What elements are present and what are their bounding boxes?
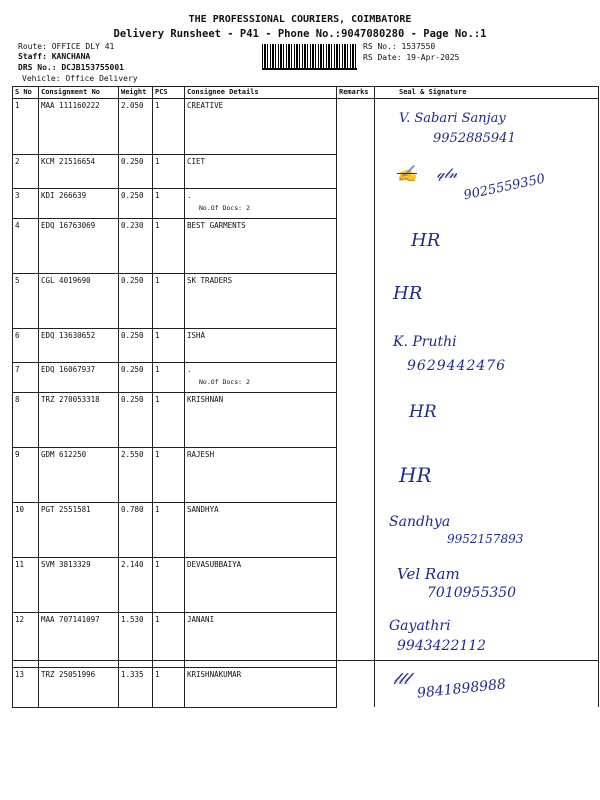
table-row [13, 218, 599, 273]
signature-mark: 𝓆𝓁𝓃 [437, 166, 458, 182]
signature-phone: 7010955350 [427, 585, 517, 601]
cell-remarks [337, 502, 375, 557]
cell-pcs: 1 [153, 188, 185, 218]
cell-remarks [337, 392, 375, 447]
cell-weight: 0.250 [119, 188, 153, 218]
cell-consignment: MAA 111160222 [39, 99, 119, 155]
cell-weight: 0.250 [119, 392, 153, 447]
cell-signature [375, 502, 599, 557]
signature-text: K. Pruthi [393, 334, 457, 350]
cell-weight: 1.335 [119, 667, 153, 707]
signature-phone: 9952157893 [447, 532, 524, 546]
cell-weight: 0.250 [119, 362, 153, 392]
cell-sno: 8 [13, 392, 39, 447]
cell-consignee: SANDHYA [185, 502, 337, 557]
col-consignee: Consignee Details [185, 87, 337, 99]
company-title: THE PROFESSIONAL COURIERS, COIMBATORE [188, 14, 412, 25]
col-remarks: Remarks [337, 87, 375, 99]
cell-consignment: EDQ 13630652 [39, 328, 119, 362]
cell-sno: 9 [13, 447, 39, 502]
cell-signature [375, 612, 599, 667]
rs-number: RS No.: 1537550 [363, 42, 436, 51]
cell-consignee [185, 362, 337, 392]
cell-consignment: MAA 707141097 [39, 612, 119, 667]
table-row [13, 99, 599, 155]
vehicle-label: Vehicle: Office Delivery [22, 74, 138, 83]
cell-weight: 0.250 [119, 154, 153, 188]
cell-pcs: 1 [153, 328, 185, 362]
cell-sno: 13 [13, 667, 39, 707]
cell-remarks [337, 667, 375, 707]
cell-weight: 0.250 [119, 328, 153, 362]
cell-remarks [337, 447, 375, 502]
docs-count: No.Of Docs: 2 [199, 203, 250, 212]
cell-pcs: 1 [153, 557, 185, 612]
signature-phone: 9025559350 [462, 171, 547, 204]
consignee-name: . [187, 190, 192, 200]
signature-phone: 9952885941 [433, 131, 516, 146]
cell-remarks [337, 154, 375, 218]
cell-signature [375, 154, 599, 218]
table-bottom-border [12, 660, 598, 661]
cell-weight: 2.140 [119, 557, 153, 612]
cell-consignment: EDQ 16763069 [39, 218, 119, 273]
cell-consignee: SK TRADERS [185, 273, 337, 328]
cell-pcs: 1 [153, 154, 185, 188]
table-row [13, 447, 599, 502]
cell-sno: 2 [13, 154, 39, 188]
cell-consignment: GDM 612250 [39, 447, 119, 502]
cell-consignee [185, 188, 337, 218]
col-pcs: PCS [153, 87, 185, 99]
col-sno: S No [13, 87, 39, 99]
cell-pcs: 1 [153, 99, 185, 155]
cell-remarks [337, 328, 375, 392]
table-row [13, 154, 599, 188]
signature-text: Gayathri [389, 618, 451, 634]
signature-phone: 9943422112 [397, 638, 487, 654]
table-row [13, 502, 599, 557]
barcode [262, 44, 357, 68]
cell-consignment: CGL 4019690 [39, 273, 119, 328]
cell-weight: 0.230 [119, 218, 153, 273]
signature-mark: 𝓁𝓁𝓁 [393, 669, 409, 688]
table-row [13, 273, 599, 328]
cell-pcs: 1 [153, 447, 185, 502]
cell-sno: 12 [13, 612, 39, 667]
table-row [13, 612, 599, 667]
cell-signature [375, 557, 599, 612]
cell-weight: 2.050 [119, 99, 153, 155]
cell-pcs: 1 [153, 218, 185, 273]
barcode-underline [262, 68, 357, 70]
cell-consignment: KDI 266639 [39, 188, 119, 218]
signature-initials: HR [411, 230, 441, 251]
cell-sno: 4 [13, 218, 39, 273]
rs-date: RS Date: 19-Apr-2025 [363, 53, 460, 62]
cell-sno: 3 [13, 188, 39, 218]
col-weight: Weight [119, 87, 153, 99]
cell-consignee: JANANI [185, 612, 337, 667]
cell-consignment: TRZ 25051996 [39, 667, 119, 707]
cell-consignee: RAJESH [185, 447, 337, 502]
signature-scribble: ✍ [397, 164, 417, 183]
cell-consignee: BEST GARMENTS [185, 218, 337, 273]
cell-sno: 7 [13, 362, 39, 392]
cell-consignee: KRISHNAN [185, 392, 337, 447]
staff-label: Staff: KANCHANA [18, 52, 91, 61]
cell-consignment: KCM 21516654 [39, 154, 119, 188]
signature-text: Vel Ram [397, 565, 460, 583]
runsheet-subtitle: Delivery Runsheet - P41 - Phone No.:9047080280 - Page No.:1 [113, 28, 487, 40]
table-row [13, 328, 599, 362]
runsheet-table [12, 86, 599, 708]
cell-signature [375, 273, 599, 328]
table-header [13, 87, 599, 99]
cell-consignment: SVM 3813329 [39, 557, 119, 612]
consignee-name: . [187, 364, 192, 374]
cell-remarks [337, 99, 375, 155]
signature-text: Sandhya [389, 514, 451, 530]
signature-initials: HR [409, 402, 437, 422]
cell-sno: 10 [13, 502, 39, 557]
cell-sno: 11 [13, 557, 39, 612]
col-consignment: Consignment No [39, 87, 119, 99]
signature-phone: 9841898988 [416, 676, 507, 702]
route-label: Route: OFFICE DLY 41 [18, 42, 115, 51]
cell-remarks [337, 218, 375, 273]
cell-weight: 0.250 [119, 273, 153, 328]
col-signature: Seal & Signature [375, 87, 599, 99]
cell-consignment: EDQ 16067937 [39, 362, 119, 392]
cell-remarks [337, 557, 375, 612]
cell-pcs: 1 [153, 667, 185, 707]
cell-consignee: KRISHNAKUMAR [185, 667, 337, 707]
table-row [13, 667, 599, 707]
signature-phone: 9629442476 [407, 358, 507, 374]
cell-sno: 1 [13, 99, 39, 155]
docs-count: No.Of Docs: 2 [199, 377, 250, 386]
table-row [13, 392, 599, 447]
cell-consignee: ISHA [185, 328, 337, 362]
cell-remarks [337, 273, 375, 328]
cell-consignee: CIET [185, 154, 337, 188]
cell-consignee: CREATIVE [185, 99, 337, 155]
cell-consignment: PGT 2551581 [39, 502, 119, 557]
cell-weight: 0.780 [119, 502, 153, 557]
cell-consignee: DEVASUBBAIYA [185, 557, 337, 612]
signature-initials: HR [399, 463, 432, 487]
cell-sno: 6 [13, 328, 39, 362]
cell-signature [375, 447, 599, 502]
signature-initials: HR [393, 283, 423, 304]
cell-pcs: 1 [153, 392, 185, 447]
cell-pcs: 1 [153, 612, 185, 667]
cell-pcs: 1 [153, 273, 185, 328]
table-row [13, 557, 599, 612]
cell-signature [375, 328, 599, 392]
cell-consignment: TRZ 270053318 [39, 392, 119, 447]
cell-pcs: 1 [153, 362, 185, 392]
cell-sno: 5 [13, 273, 39, 328]
cell-signature [375, 99, 599, 155]
cell-weight: 2.550 [119, 447, 153, 502]
cell-weight: 1.530 [119, 612, 153, 667]
signature-text: V. Sabari Sanjay [399, 111, 506, 126]
cell-signature [375, 667, 599, 707]
drs-label: DRS No.: DCJB153755001 [18, 63, 124, 72]
cell-remarks [337, 612, 375, 667]
cell-signature [375, 218, 599, 273]
cell-signature [375, 392, 599, 447]
cell-pcs: 1 [153, 502, 185, 557]
